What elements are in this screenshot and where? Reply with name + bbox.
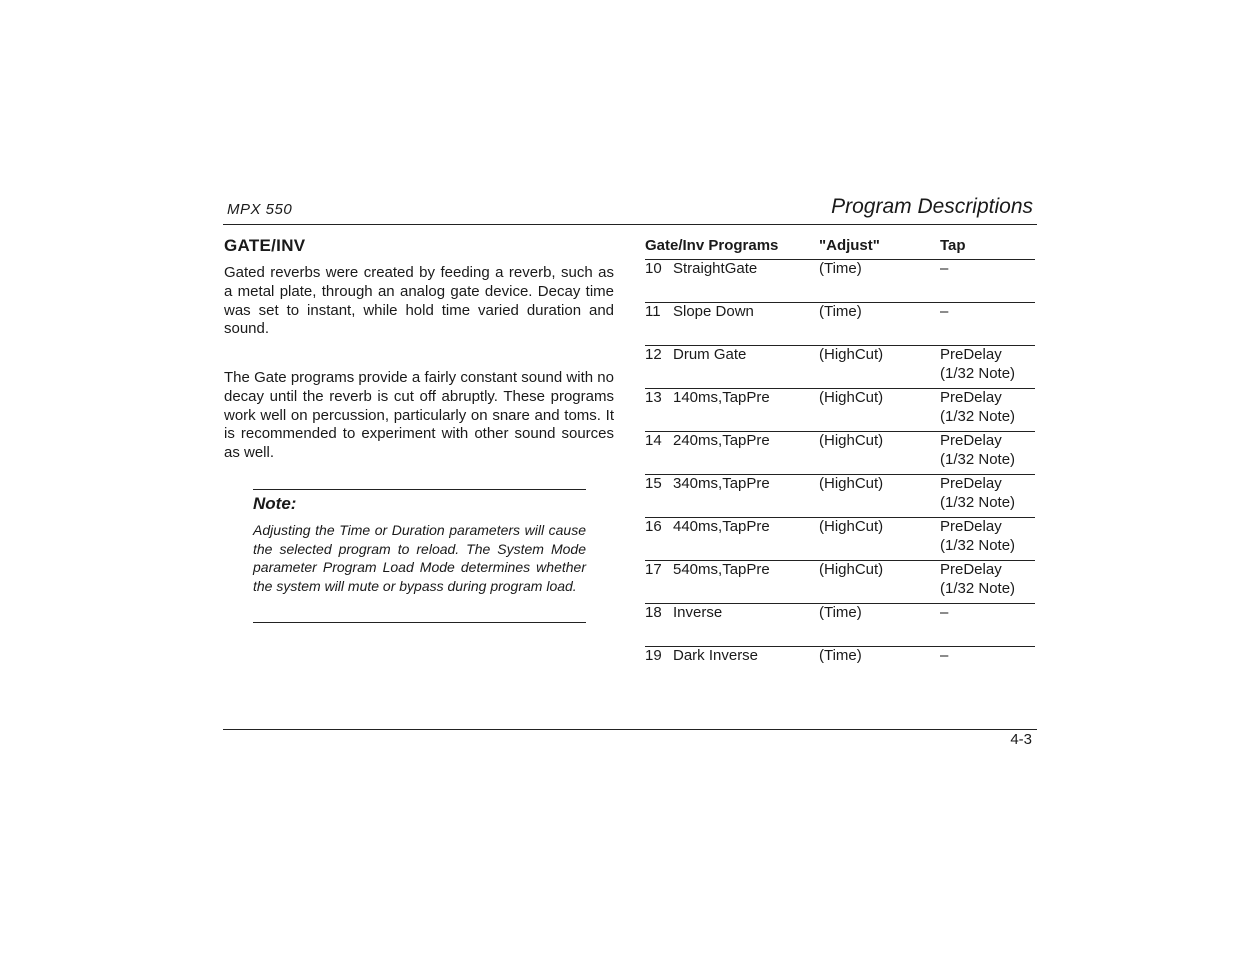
program-name: Drum Gate — [673, 346, 747, 363]
table-row — [645, 647, 1035, 689]
program-number: 15 — [645, 475, 662, 492]
tap-line-1: PreDelay — [940, 518, 1002, 535]
program-tap — [940, 431, 1015, 469]
program-adjust: (HighCut) — [819, 432, 884, 449]
program-adjust: (HighCut) — [819, 346, 884, 363]
program-adjust: (HighCut) — [819, 389, 884, 406]
section-heading: GATE/INV — [224, 236, 306, 255]
program-tap — [940, 345, 1015, 383]
tap-line-2: (1/32 Note) — [940, 451, 1016, 468]
tap-line-1: – — [940, 303, 949, 320]
program-name: 540ms,TapPre — [673, 561, 770, 578]
program-name: 140ms,TapPre — [673, 389, 770, 406]
tap-line-1: – — [940, 260, 949, 277]
program-name: Dark Inverse — [673, 647, 759, 664]
header-programs: Gate/Inv Programs — [645, 237, 779, 254]
tap-line-2: (1/32 Note) — [940, 365, 1016, 382]
program-adjust: (Time) — [819, 260, 862, 277]
program-name: Slope Down — [673, 303, 754, 320]
tap-line-1: PreDelay — [940, 432, 1002, 449]
program-number: 17 — [645, 561, 662, 578]
program-number: 13 — [645, 389, 662, 406]
table-row — [645, 475, 1035, 518]
tap-line-2: (1/32 Note) — [940, 537, 1016, 554]
program-number: 19 — [645, 647, 662, 664]
program-number: 12 — [645, 346, 662, 363]
program-name: 240ms,TapPre — [673, 432, 770, 449]
program-name: 340ms,TapPre — [673, 475, 770, 492]
header-tap: Tap — [940, 237, 966, 254]
program-tap — [940, 517, 1015, 555]
table-row — [645, 518, 1035, 561]
note-box — [253, 489, 586, 623]
table-row — [645, 260, 1035, 303]
program-tap — [940, 474, 1015, 512]
program-adjust: (HighCut) — [819, 475, 884, 492]
footer-divider — [223, 729, 1037, 730]
header-adjust: "Adjust" — [819, 237, 880, 254]
header-section-title: Program Descriptions — [831, 195, 1033, 218]
program-tap — [940, 560, 1015, 598]
program-tap — [940, 646, 948, 665]
note-title: Note: — [253, 494, 297, 513]
program-number: 18 — [645, 604, 662, 621]
table-row — [645, 432, 1035, 475]
tap-line-2: (1/32 Note) — [940, 408, 1016, 425]
program-tap — [940, 302, 948, 321]
paragraph-intro: Gated reverbs were created by feeding a reverb, such as a metal plate, through an analog gate device. Decay time was set to instant, while hold time varied duration and sound. — [224, 264, 614, 338]
page-number: 4-3 — [1010, 731, 1032, 748]
program-adjust: (HighCut) — [819, 561, 884, 578]
tap-line-1: – — [940, 604, 949, 621]
program-tap — [940, 388, 1015, 426]
header-product-name: MPX 550 — [227, 201, 293, 218]
program-tap — [940, 259, 948, 278]
program-number: 10 — [645, 260, 662, 277]
program-name: Inverse — [673, 604, 723, 621]
program-number: 16 — [645, 518, 662, 535]
note-text: Adjusting the Time or Duration parameters will cause the selected program to reload. The System Mode parameter Program Load Mode determines whether the system will mute or bypass during program load. — [253, 522, 586, 595]
program-name: 440ms,TapPre — [673, 518, 770, 535]
program-adjust: (HighCut) — [819, 518, 884, 535]
paragraph-gate-programs: The Gate programs provide a fairly constant sound with no decay until the reverb is cut off abruptly. These programs work well on percussion, particularly on snare and toms. It is recommended to experiment with other sound sources as well. — [224, 369, 614, 462]
table-header — [645, 236, 1035, 260]
tap-line-1: PreDelay — [940, 561, 1002, 578]
program-adjust: (Time) — [819, 604, 862, 621]
program-adjust: (Time) — [819, 647, 862, 664]
table-row — [645, 346, 1035, 389]
tap-line-2: (1/32 Note) — [940, 580, 1016, 597]
table-row — [645, 303, 1035, 346]
table-row — [645, 561, 1035, 604]
program-table — [645, 236, 1035, 689]
tap-line-1: – — [940, 647, 949, 664]
program-name: StraightGate — [673, 260, 758, 277]
program-number: 14 — [645, 432, 662, 449]
table-body — [645, 260, 1035, 689]
table-row — [645, 389, 1035, 432]
program-number: 11 — [645, 303, 661, 320]
program-tap — [940, 603, 948, 622]
header-divider — [223, 224, 1037, 225]
tap-line-2: (1/32 Note) — [940, 494, 1016, 511]
tap-line-1: PreDelay — [940, 475, 1002, 492]
tap-line-1: PreDelay — [940, 389, 1002, 406]
tap-line-1: PreDelay — [940, 346, 1002, 363]
table-row — [645, 604, 1035, 647]
program-adjust: (Time) — [819, 303, 862, 320]
